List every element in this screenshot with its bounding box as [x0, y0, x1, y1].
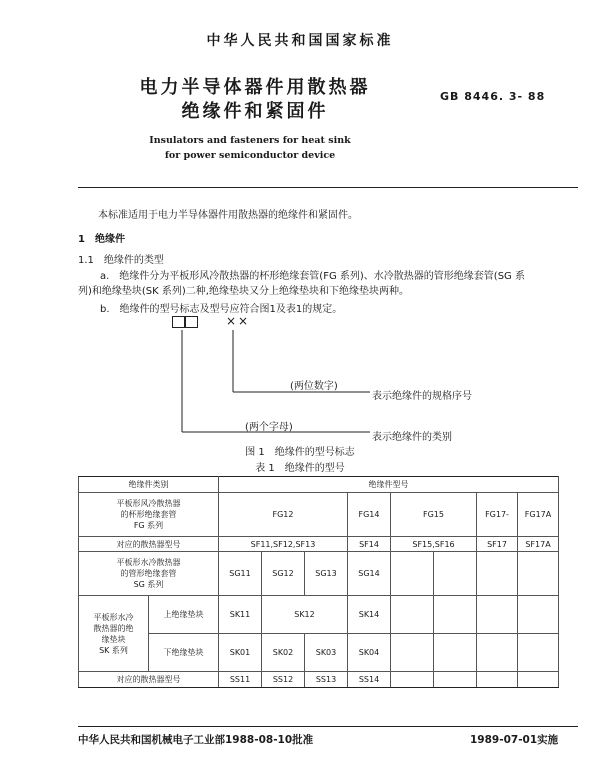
table-cell: [477, 634, 518, 672]
table-cell: [477, 552, 518, 596]
section-heading-1-1: 1.1 绝缘件的类型: [78, 255, 164, 266]
table-cell: SS11: [219, 672, 262, 688]
section-heading-1: 1 绝缘件: [78, 234, 125, 245]
table-cell: [391, 596, 434, 634]
paragraph-b: b. 绝缘件的型号标志及型号应符合图1及表1的规定。: [100, 304, 343, 315]
table-cell: SG13: [305, 552, 348, 596]
table-cell: SG11: [219, 552, 262, 596]
paragraph-a-line1: a. 绝缘件分为平板形风冷散热器的杯形绝缘套管(FG 系列)、水冷散热器的管形绝缘套管(SG 系: [100, 271, 525, 282]
table-cell: [391, 672, 434, 688]
sg-category: [79, 552, 219, 596]
table-cell: SK12: [262, 596, 348, 634]
table-cell: [518, 672, 559, 688]
table-cell: SG12: [262, 552, 305, 596]
table-cell: SS12: [262, 672, 305, 688]
table-cell: SG14: [348, 552, 391, 596]
fg-category: [79, 493, 219, 537]
sg-label-line: 平板形水冷散热器: [116, 558, 181, 567]
table-cell: [518, 634, 559, 672]
label-two-digits: (两位数字): [290, 381, 338, 392]
table-cell: FG17-: [477, 493, 518, 537]
table-cell: SK04: [348, 634, 391, 672]
table-cell: SK11: [219, 596, 262, 634]
designation-leader-lines: [170, 326, 530, 436]
table-cell: [518, 596, 559, 634]
table-cell: SK02: [262, 634, 305, 672]
table-cell: SK03: [305, 634, 348, 672]
table-cell: [477, 672, 518, 688]
label-category: 表示绝缘件的类别: [372, 432, 452, 443]
standard-code: GB 8446. 3- 88: [440, 90, 546, 103]
footer-divider: [78, 726, 578, 727]
sk-label-line: 散热器的绝: [93, 623, 134, 633]
sk-label-line: 缘垫块: [101, 634, 126, 644]
english-title-line2: for power semiconductor device: [164, 150, 336, 161]
label-spec-number: 表示绝缘件的规格序号: [372, 391, 472, 402]
sk-category: [79, 596, 149, 672]
sk-label-line: 平板形水冷: [93, 612, 134, 622]
table-cell: FG14: [348, 493, 391, 537]
english-title-line1: Insulators and fasteners for heat sink: [149, 135, 351, 146]
sk-upper-label: 上绝缘垫块: [149, 596, 219, 634]
table-cell: [391, 634, 434, 672]
label-two-letters: (两个字母): [245, 422, 293, 433]
effective-date: 1989-07-01实施: [470, 734, 559, 746]
national-standard-heading: 中华人民共和国国家标准: [206, 33, 394, 49]
fg-label-line: 的杯形绝缘套管: [120, 510, 177, 519]
ss-heatsink-label: 对应的散热器型号: [79, 672, 219, 688]
sg-label-line: 的管形绝缘套管: [120, 569, 177, 578]
code-digit-placeholder: ××: [226, 314, 251, 328]
table-cell: SF11,SF12,SF13: [219, 537, 348, 552]
sk-label-line: SK 系列: [99, 645, 128, 655]
table-cell: SF17A: [518, 537, 559, 552]
table-cell: [434, 634, 477, 672]
table-cell: SF17: [477, 537, 518, 552]
approval-issuer: 中华人民共和国机械电子工业部1988-08-10批准: [78, 734, 314, 746]
table-cell: FG12: [219, 493, 348, 537]
table-cell: [391, 552, 434, 596]
table-cell: SF15,SF16: [391, 537, 477, 552]
table-cell: SK01: [219, 634, 262, 672]
figure-caption: 图 1 绝缘件的型号标志: [245, 447, 355, 458]
paragraph-a-line2: 列)和绝缘垫块(SK 系列)二种,绝缘垫块又分上绝缘垫块和下绝缘垫块两种。: [78, 286, 409, 297]
table-cell: [434, 672, 477, 688]
document-title-line1: 电力半导体器件用散热器: [139, 77, 371, 98]
table-caption: 表 1 绝缘件的型号: [255, 463, 345, 474]
document-title-line2: 绝缘件和紧固件: [181, 101, 329, 122]
table-cell: [434, 596, 477, 634]
fg-label-line: 平板形风冷散热器: [116, 499, 181, 508]
header-model: 绝缘件型号: [219, 477, 559, 493]
fg-heatsink-label: 对应的散热器型号: [79, 537, 219, 552]
sg-label-line: SG 系列: [133, 580, 164, 589]
intro-paragraph: 本标准适用于电力半导体器件用散热器的绝缘件和紧固件。: [98, 210, 358, 221]
sk-lower-label: 下绝缘垫块: [149, 634, 219, 672]
table-cell: SS14: [348, 672, 391, 688]
table-cell: FG15: [391, 493, 477, 537]
table-cell: FG17A: [518, 493, 559, 537]
table-cell: SF14: [348, 537, 391, 552]
fg-label-line: FG 系列: [133, 521, 164, 530]
table-cell: SS13: [305, 672, 348, 688]
table-cell: [434, 552, 477, 596]
table-cell: SK14: [348, 596, 391, 634]
table-cell: [477, 596, 518, 634]
header-category: 绝缘件类别: [79, 477, 219, 493]
table-cell: [518, 552, 559, 596]
insulator-model-table: [78, 476, 559, 688]
header-divider: [78, 187, 578, 188]
